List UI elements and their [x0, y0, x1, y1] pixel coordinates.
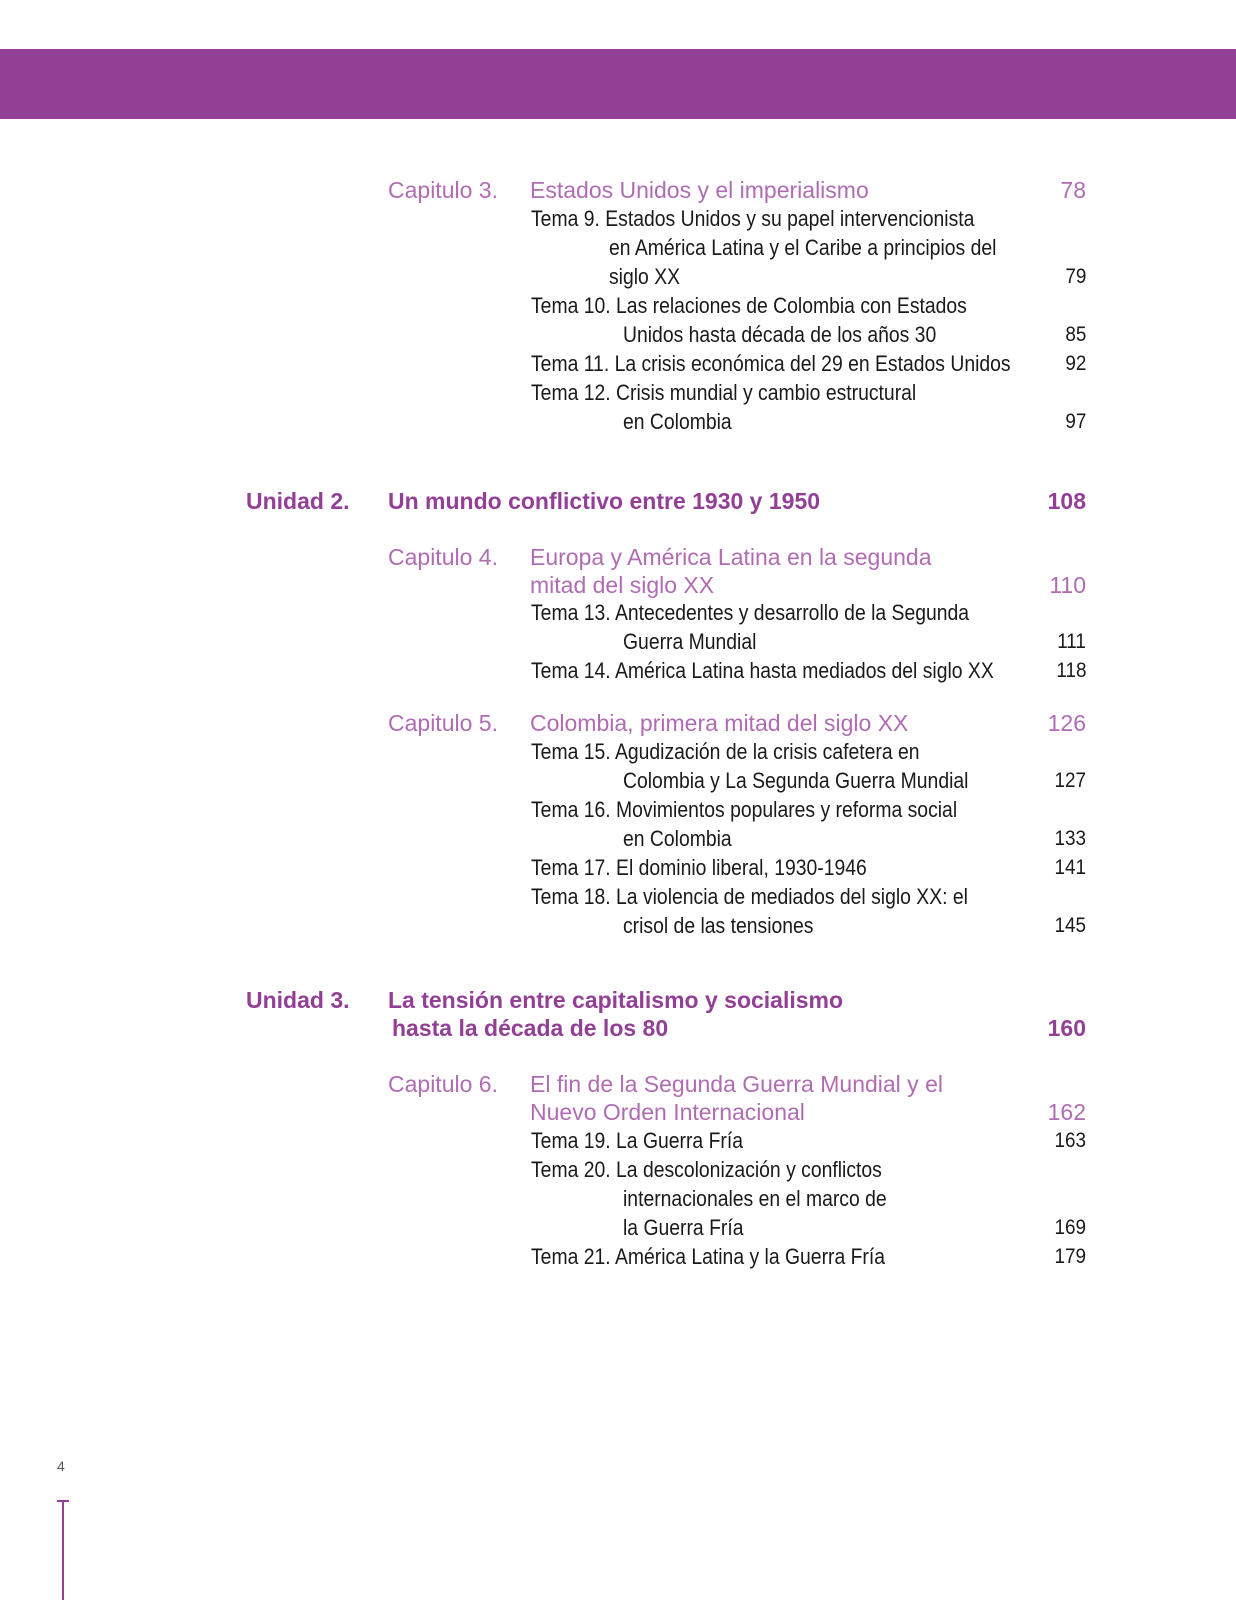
toc-page-number: 141 [1054, 856, 1086, 879]
toc-topic-label: Tema 18. [531, 884, 611, 909]
toc-topic-title: crisol de las tensiones [623, 913, 814, 938]
toc-topic-label: Tema 13. [531, 600, 611, 625]
toc-unit-title: hasta la década de los 80 [392, 1015, 669, 1041]
toc-chapter-title: Nuevo Orden Internacional [530, 1099, 805, 1125]
toc-topic-title: la Guerra Fría [623, 1215, 744, 1240]
toc-topic-label: Tema 12. [531, 380, 611, 405]
toc-unit-label: Unidad 2. [246, 488, 350, 514]
toc-page-number: 133 [1054, 827, 1086, 850]
toc-page-number: 162 [1047, 1099, 1086, 1125]
toc-chapter-label: Capitulo 5. [388, 710, 498, 736]
toc-chapter-title: El fin de la Segunda Guerra Mundial y el [530, 1071, 943, 1097]
page-number: 4 [57, 1458, 65, 1474]
toc-topic[interactable] [531, 379, 916, 407]
toc-topic[interactable] [531, 599, 969, 627]
toc-page-number: 108 [1047, 488, 1086, 514]
toc-page-number: 163 [1054, 1129, 1086, 1152]
toc-topic-title: en América Latina y el Caribe a principios del [609, 235, 997, 260]
toc-page-number: 111 [1057, 630, 1086, 653]
toc-chapter-label: Capitulo 6. [388, 1071, 498, 1097]
toc-topic[interactable] [531, 796, 957, 824]
header-band [0, 49, 1236, 119]
toc-topic-label: Tema 21. [531, 1244, 611, 1269]
toc-topic-label: Tema 20. [531, 1157, 611, 1182]
toc-topic-title: internacionales en el marco de [623, 1186, 887, 1211]
toc-page-number: 85 [1064, 323, 1086, 346]
toc-topic-label: Tema 16. [531, 797, 611, 822]
toc-topic-title: Unidos hasta década de los años 30 [623, 322, 937, 347]
toc-page-number: 97 [1064, 410, 1086, 433]
toc-topic-title: El dominio liberal, 1930-1946 [616, 855, 867, 880]
toc-page-number: 160 [1047, 1015, 1086, 1041]
toc-topic-title: La crisis económica del 29 en Estados Unidos [614, 351, 1011, 376]
toc-topic[interactable] [531, 657, 994, 685]
toc-chapter-title: mitad del siglo XX [530, 572, 715, 598]
toc-chapter-title: Europa y América Latina en la segunda [530, 544, 932, 570]
toc-topic-title: América Latina y la Guerra Fría [614, 1244, 886, 1269]
toc-topic[interactable] [531, 292, 967, 320]
toc-page-number: 169 [1054, 1216, 1086, 1239]
toc-unit-title: La tensión entre capitalismo y socialismo [388, 987, 844, 1013]
toc-topic-title: Guerra Mundial [623, 629, 757, 654]
toc-page-number: 79 [1064, 265, 1086, 288]
toc-topic-title: en Colombia [623, 409, 732, 434]
toc-page-number: 78 [1060, 177, 1086, 203]
toc-unit-title: Un mundo conflictivo entre 1930 y 1950 [388, 488, 821, 514]
toc-topic[interactable] [531, 738, 920, 766]
toc-topic[interactable] [531, 854, 867, 882]
toc-page-number: 118 [1055, 659, 1086, 682]
toc-topic[interactable] [531, 1243, 885, 1271]
toc-topic-title: Crisis mundial y cambio estructural [616, 380, 917, 405]
toc-topic-title: Las relaciones de Colombia con Estados [616, 293, 967, 318]
toc-chapter-title: Estados Unidos y el imperialismo [530, 177, 869, 203]
toc-topic-title: Estados Unidos y su papel intervencionista [605, 206, 975, 231]
toc-chapter-title: Colombia, primera mitad del siglo XX [530, 710, 909, 736]
toc-topic[interactable] [531, 1156, 882, 1184]
toc-topic[interactable] [531, 883, 968, 911]
toc-chapter-label: Capitulo 4. [388, 544, 498, 570]
toc-page-number: 127 [1054, 769, 1086, 792]
toc-topic[interactable] [531, 205, 974, 233]
toc-unit-label: Unidad 3. [246, 987, 350, 1013]
toc-topic[interactable] [531, 350, 1011, 378]
toc-topic-title: Agudización de la crisis cafetera en [614, 739, 920, 764]
toc-topic-title: América Latina hasta mediados del siglo XX [614, 658, 994, 683]
toc-page-number: 145 [1054, 914, 1086, 937]
toc-topic-title: Colombia y La Segunda Guerra Mundial [623, 768, 969, 793]
toc-topic[interactable] [531, 1127, 743, 1155]
toc-topic-label: Tema 14. [531, 658, 611, 683]
toc-page-number: 92 [1064, 352, 1086, 375]
side-rule [62, 1500, 64, 1600]
toc-topic-title: siglo XX [609, 264, 681, 289]
toc-topic-title: La Guerra Fría [616, 1128, 743, 1153]
toc-topic-label: Tema 19. [531, 1128, 611, 1153]
toc-topic-label: Tema 17. [531, 855, 611, 880]
toc-topic-label: Tema 10. [531, 293, 611, 318]
toc-topic-title: La descolonización y conflictos [616, 1157, 882, 1182]
toc-topic-title: Movimientos populares y reforma social [616, 797, 958, 822]
toc-topic-label: Tema 15. [531, 739, 611, 764]
toc-topic-label: Tema 11. [531, 351, 610, 376]
toc-chapter-label: Capitulo 3. [388, 177, 498, 203]
toc-topic-title: Antecedentes y desarrollo de la Segunda [614, 600, 970, 625]
toc-topic-title: en Colombia [623, 826, 732, 851]
toc-page-number: 126 [1047, 710, 1086, 736]
toc-topic-title: La violencia de mediados del siglo XX: el [616, 884, 968, 909]
toc-page-number: 179 [1054, 1245, 1086, 1268]
toc-page-number: 110 [1049, 572, 1086, 598]
toc-topic-label: Tema 9. [531, 206, 600, 231]
